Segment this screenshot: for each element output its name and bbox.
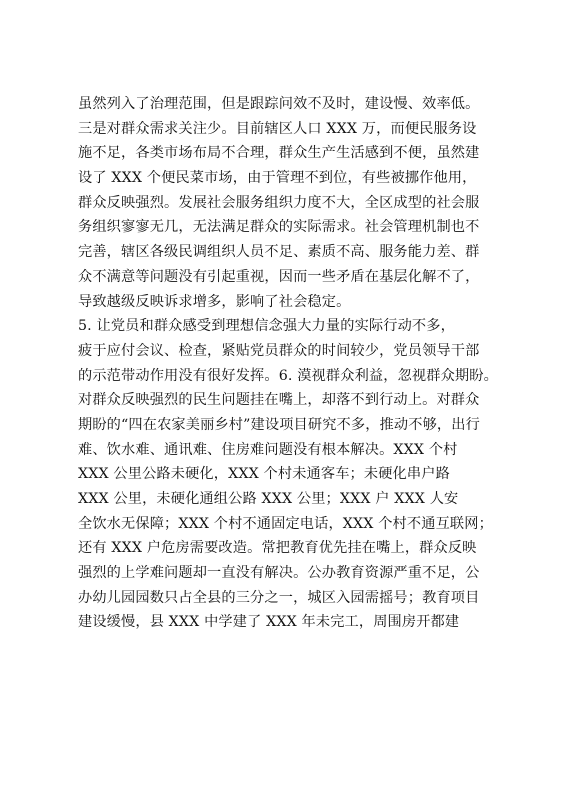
- text-line: 导致越级反映诉求增多，影响了社会稳定。: [78, 293, 351, 310]
- text-line: 办幼儿园园数只占全县的三分之一，城区入园需摇号；教育项目: [78, 589, 480, 606]
- document-body: [78, 92, 498, 635]
- text-line: 对群众反映强烈的民生问题挂在嘴上，却落不到行动上。对群众: [78, 392, 480, 409]
- text-line: 期盼的“四在农家美丽乡村”建设项目研究不多，推动不够，出行: [78, 416, 480, 433]
- text-line: 还有 XXX 户危房需要改造。常把教育优先挂在嘴上，群众反映: [78, 540, 477, 557]
- text-line: 施不足，各类市场布局不合理，群众生产生活感到不便，虽然建: [78, 145, 480, 162]
- text-line: 设了 XXX 个便民菜市场，由于管理不到位，有些被挪作他用，: [78, 170, 477, 187]
- text-line: 强烈的上学难问题却一直没有解决。公办教育资源严重不足，公: [78, 565, 480, 582]
- text-line: 5. 让党员和群众感受到理想信念强大力量的实际行动不多，: [78, 318, 455, 335]
- text-line: XXX 公里公路未硬化，XXX 个村未通客车；未硬化串户路: [78, 466, 450, 483]
- text-line: 三是对群众需求关注少。目前辖区人口 XXX 万，而便民服务设: [78, 120, 477, 137]
- text-line: XXX 公里，未硬化通组公路 XXX 公里；XXX 户 XXX 人安: [78, 491, 459, 507]
- text-line: 建设缓慢，县 XXX 中学建了 XXX 年未完工，周围房开都建: [78, 614, 460, 631]
- text-line: 的示范带动作用没有很好发挥。6. 漠视群众利益，忽视群众期盼。: [78, 367, 498, 384]
- text-line: 务组织寥寥无几，无法满足群众的实际需求。社会管理机制也不: [78, 219, 480, 236]
- text-line: 群众反映强烈。发展社会服务组织力度不大，全区成型的社会服: [78, 194, 480, 211]
- text-line: 疲于应付会议、检查，紧贴党员群众的时间较少，党员领导干部: [78, 342, 480, 359]
- text-line: 虽然列入了治理范围，但是跟踪问效不及时，建设慢、效率低。: [78, 96, 480, 112]
- text-line: 全饮水无保障；XXX 个村不通固定电话，XXX 个村不通互联网；: [78, 515, 493, 532]
- text-line: 难、饮水难、通讯难、住房难问题没有根本解决。XXX 个村: [78, 441, 458, 458]
- text-line: 完善，辖区各级民调组织人员不足、素质不高、服务能力差、群: [78, 244, 480, 261]
- text-line: 众不满意等问题没有引起重视，因而一些矛盾在基层化解不了，: [78, 268, 480, 285]
